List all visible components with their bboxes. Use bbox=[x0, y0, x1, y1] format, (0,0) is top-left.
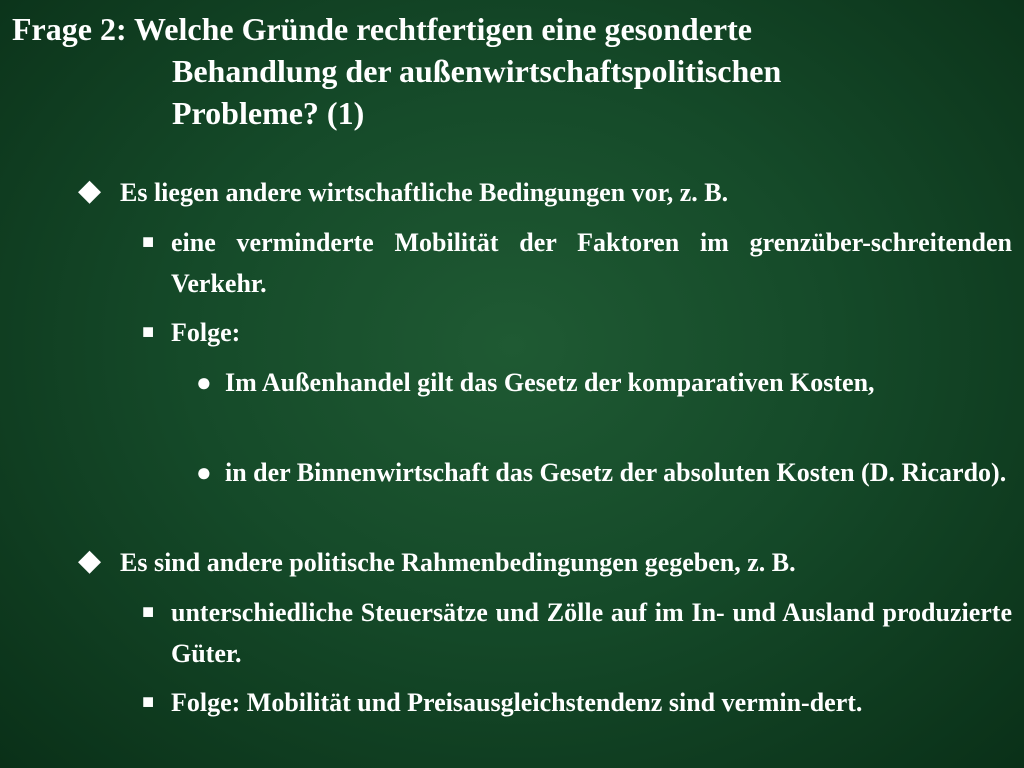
bullet-item-level2 bbox=[142, 222, 1012, 304]
dot-bullet-icon: ● bbox=[196, 458, 212, 487]
square-bullet-icon: ■ bbox=[142, 601, 155, 623]
bullet-item-level1 bbox=[78, 172, 1014, 213]
bullet-text: Folge: bbox=[171, 318, 241, 347]
bullet-item-level2 bbox=[142, 312, 1012, 353]
bullet-text: Es liegen andere wirtschaftliche Bedingungen vor, z. B. bbox=[120, 178, 729, 207]
title-line-3: Probleme? (1) bbox=[172, 95, 365, 131]
title-line-1: Frage 2: Welche Gründe rechtfertigen eine gesonderte bbox=[12, 11, 752, 47]
bullet-item-level1 bbox=[78, 542, 1014, 583]
bullet-text: Es sind andere politische Rahmenbedingungen gegeben, z. B. bbox=[120, 548, 796, 577]
title-line-2: Behandlung der außenwirtschaftspolitischen bbox=[172, 53, 782, 89]
square-bullet-icon: ■ bbox=[142, 321, 155, 343]
bullet-text: unterschiedliche Steuersätze und Zölle auf im In- und Ausland produzierte Güter. bbox=[171, 598, 1012, 668]
bullet-text: Im Außenhandel gilt das Gesetz der komparativen Kosten, bbox=[225, 368, 875, 397]
square-bullet-icon: ■ bbox=[142, 231, 155, 253]
bullet-text: eine verminderte Mobilität der Faktoren im grenzüber-schreitenden Verkehr. bbox=[171, 228, 1012, 298]
diamond-bullet-icon: ◆ bbox=[78, 174, 102, 207]
diamond-bullet-icon: ◆ bbox=[78, 544, 102, 577]
square-bullet-icon: ■ bbox=[142, 691, 155, 713]
bullet-item-level3 bbox=[196, 362, 1012, 403]
slide-title bbox=[12, 8, 1012, 134]
bullet-item-level2 bbox=[142, 592, 1012, 674]
dot-bullet-icon: ● bbox=[196, 368, 212, 397]
bullet-item-level3 bbox=[196, 452, 1012, 493]
bullet-text: Folge: Mobilität und Preisausgleichstendenz sind vermin-dert. bbox=[171, 688, 863, 717]
bullet-item-level2 bbox=[142, 682, 1012, 723]
bullet-text: in der Binnenwirtschaft das Gesetz der absoluten Kosten (D. Ricardo). bbox=[225, 458, 1007, 487]
